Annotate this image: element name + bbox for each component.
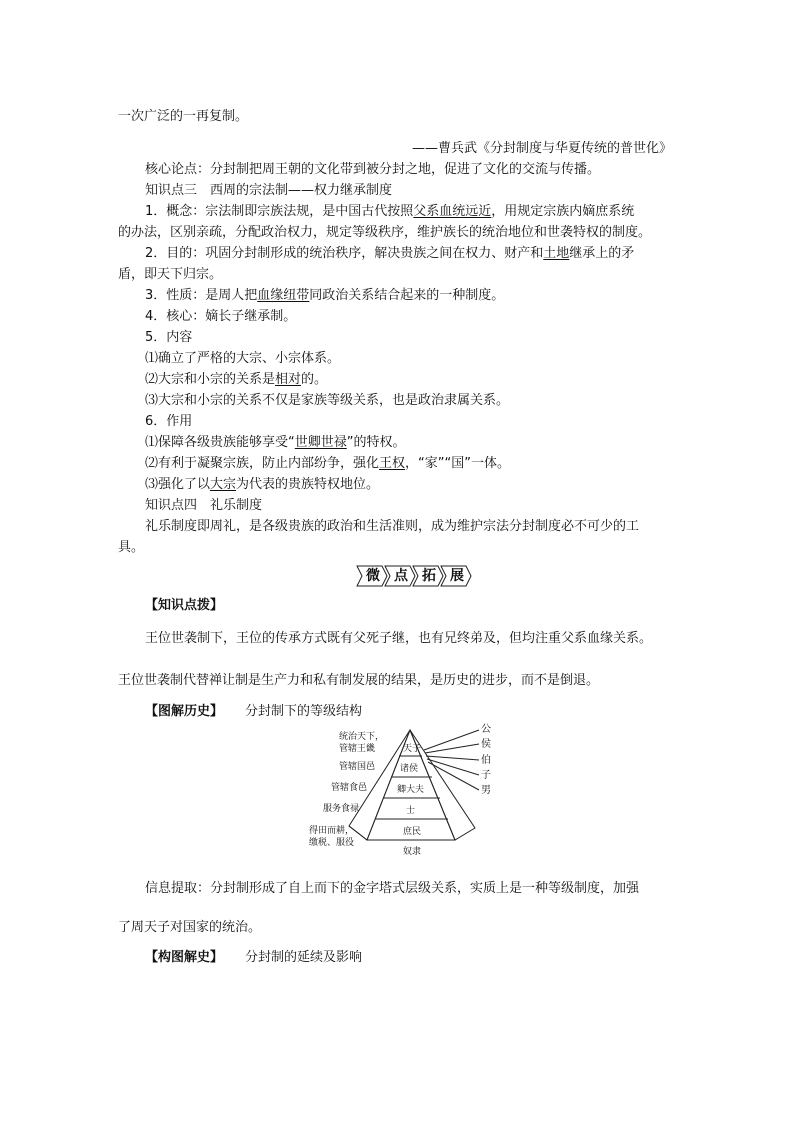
role-label: 统治天下，: [339, 732, 385, 742]
level-qingdafu: 卿大夫: [397, 785, 425, 795]
role-label: 得田而耕，: [309, 826, 355, 836]
role-label: 管辖王畿: [339, 744, 376, 754]
text-line: 3．性质：是周人把血缘纽带同政治关系结合起来的一种制度。: [145, 288, 505, 303]
section-banner: [356, 565, 472, 587]
role-label: 管辖食邑: [331, 783, 368, 793]
rank-label: 子: [481, 770, 491, 781]
structure-heading: 【构图解史】 分封制的延续及影响: [145, 950, 363, 965]
banner-char: 点: [394, 568, 408, 584]
text-line: 4．核心：嫡长子继承制。: [145, 309, 297, 324]
text-line: ⑶大宗和小宗的关系不仅是家族等级关系，也是政治隶属关系。: [145, 393, 510, 408]
level-zhuhou: 诸侯: [400, 764, 419, 774]
rank-label: 伯: [481, 755, 491, 766]
tip-text: 王位世袭制代替禅让制是生产力和私有制发展的结果，是历史的进步，而不是倒退。: [118, 673, 600, 688]
rank-label: 公: [481, 724, 491, 735]
info-text: 信息提取：分封制形成了自上而下的金字塔式层级关系，实质上是一种等级制度，加强: [145, 881, 640, 896]
text-line: 盾，即天下归宗。: [118, 267, 223, 282]
role-label: 服务食禄: [323, 804, 360, 814]
section-heading-3: 知识点三 西周的宗法制——权力继承制度: [145, 183, 393, 198]
banner-char: 拓: [422, 568, 436, 584]
text-line: 具。: [118, 540, 145, 555]
rank-label: 男: [481, 785, 491, 796]
level-shumin: 庶民: [403, 827, 422, 837]
section-heading-4: 知识点四 礼乐制度: [145, 498, 263, 513]
role-label: 缴税、服役: [309, 838, 355, 848]
text-line: ⑵大宗和小宗的关系是相对的。: [145, 372, 328, 387]
role-label: 管辖国邑: [339, 762, 376, 772]
tip-heading: 【知识点拨】: [145, 598, 224, 613]
banner-char: 展: [450, 568, 464, 584]
text-line: 礼乐制度即周礼，是各级贵族的政治和生活准则，成为维护宗法分封制度必不可少的工: [145, 519, 640, 534]
level-shi: 士: [406, 806, 416, 816]
level-nuli: 奴隶: [403, 847, 422, 857]
text-line: ⑶强化了以大宗为代表的贵族特权地位。: [145, 477, 380, 492]
core-argument: 核心论点：分封制把周王朝的文化带到被分封之地，促进了文化的交流与传播。: [145, 162, 601, 177]
banner-char: 微: [366, 568, 380, 584]
text-line: 6．作用: [145, 414, 193, 429]
info-text: 了周天子对国家的统治。: [118, 920, 262, 935]
text-line: ⑴确立了严格的大宗、小宗体系。: [145, 351, 341, 366]
citation-source: ——曹兵武《分封制度与华夏传统的普世化》: [412, 141, 673, 156]
level-tianzi: 天子: [403, 744, 422, 754]
text-line: 1．概念：宗法制即宗族法规，是中国古代按照父系血统远近，用规定宗族内嫡庶系统: [145, 204, 635, 219]
tip-text: 王位世袭制下，王位的传承方式既有父死子继，也有兄终弟及，但均注重父系血缘关系。: [145, 631, 653, 646]
text-line: 2．目的：巩固分封制形成的统治秩序，解决贵族之间在权力、财产和土地继承上的矛: [145, 246, 635, 261]
hierarchy-pyramid: [305, 722, 535, 864]
text-line: 的办法，区别亲疏，分配政治权力，规定等级秩序，维护族长的统治地位和世袭特权的制度。: [118, 225, 652, 240]
text-line: 5．内容: [145, 330, 193, 345]
text-line: 一次广泛的一再复制。: [118, 109, 249, 124]
diagram-heading: 【图解历史】 分封制下的等级结构: [145, 704, 363, 719]
text-line: ⑵有利于凝聚宗族，防止内部纷争，强化王权，“家”“国”一体。: [145, 456, 510, 471]
rank-label: 侯: [481, 739, 491, 750]
text-line: ⑴保障各级贵族能够享受“世卿世禄”的特权。: [145, 435, 406, 450]
